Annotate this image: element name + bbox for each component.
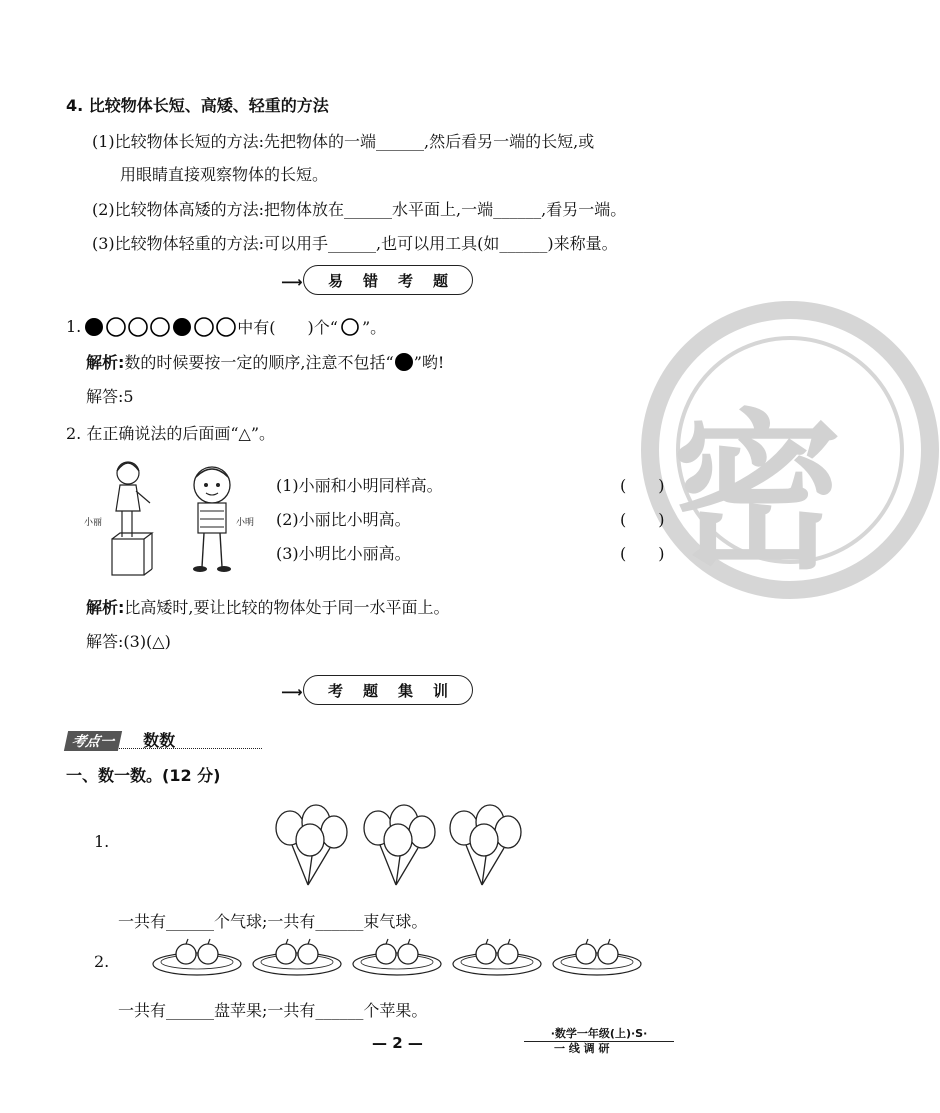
balloon-bunches — [268, 800, 528, 890]
page-number: — 2 — — [372, 1034, 423, 1052]
ex1-num: 1. — [94, 832, 110, 851]
q1-analysis-end: ”哟! — [413, 353, 445, 372]
q2-option-2-paren[interactable]: ( ) — [620, 510, 665, 529]
ex1-text: 一共有______个气球;一共有______束气球。 — [118, 912, 428, 931]
filled-circle-icon — [394, 352, 414, 372]
footer-book-text: ·数学一年级(上)·S· — [550, 1027, 648, 1040]
section4-item1-line1: (1)比较物体长短的方法:先把物体的一端______,然后看另一端的长短,或 — [92, 132, 595, 151]
footer-book — [524, 1022, 674, 1042]
section4-item3: (3)比较物体轻重的方法:可以用手______,也可以用工具(如______)来称量。 — [92, 234, 618, 253]
part1-title: 一、数一数。(12 分) — [66, 766, 221, 785]
banner2-char: 集 — [397, 681, 413, 700]
ex2-num: 2. — [94, 952, 110, 971]
q1-analysis — [86, 350, 444, 373]
q1-analysis-label: 解析: — [86, 353, 125, 372]
q2-analysis — [86, 595, 450, 618]
height-illustration — [84, 455, 264, 580]
section4-item2: (2)比较物体高矮的方法:把物体放在______水平面上,一端______,看另一端。 — [92, 200, 627, 219]
ex2-text: 一共有______盘苹果;一共有______个苹果。 — [118, 1001, 428, 1020]
hollow-circle-icon — [340, 317, 360, 337]
q2-answer: 解答:(3)(△) — [86, 632, 171, 651]
banner-training — [283, 675, 473, 705]
q1-prefix: 1. — [66, 317, 82, 336]
banner2-char: 考 — [327, 681, 343, 700]
q1-suffix-end: ”。 — [361, 318, 387, 337]
kaodian-tag: 考点一 — [64, 731, 122, 751]
banner1-char: 考 — [397, 271, 413, 290]
q2-analysis-text: 比高矮时,要让比较的物体处于同一水平面上。 — [124, 598, 450, 617]
banner1-char: 题 — [432, 271, 448, 290]
q1-answer: 解答:5 — [86, 387, 134, 406]
q1-analysis-text: 数的时候要按一定的顺序,注意不包括“ — [124, 353, 394, 372]
label-xiaoli: 小丽 — [84, 518, 103, 528]
q2-option-3: (3)小明比小丽高。 — [276, 544, 411, 563]
footer-series: 一 线 调 研 — [554, 1042, 610, 1055]
banner-arrow-icon: ⟶ — [281, 683, 303, 701]
banner1-char: 易 — [327, 271, 343, 290]
q2-option-2: (2)小丽比小明高。 — [276, 510, 411, 529]
section4-item1-line2: 用眼睛直接观察物体的长短。 — [120, 165, 329, 184]
banner2-char: 题 — [362, 681, 378, 700]
apple-plates — [152, 934, 652, 978]
banner2-char: 训 — [432, 681, 448, 700]
q2-option-3-paren[interactable]: ( ) — [620, 544, 665, 563]
q1-line — [66, 315, 386, 338]
section4-heading: 4. 比较物体长短、高矮、轻重的方法 — [66, 96, 329, 115]
banner1-char: 错 — [362, 271, 378, 290]
q2-option-1-paren[interactable]: ( ) — [620, 476, 665, 495]
watermark-char: 密 — [672, 395, 843, 593]
kaodian-title: 数数 — [143, 731, 176, 750]
q2-option-1: (1)小丽和小明同样高。 — [276, 476, 443, 495]
watermark-seal — [640, 300, 940, 600]
kaodian-header — [66, 728, 262, 749]
q2-analysis-label: 解析: — [86, 598, 125, 617]
q1-suffix: 中有( )个“ — [237, 318, 338, 337]
label-xiaoming: 小明 — [236, 518, 255, 528]
banner-error-prone — [283, 265, 473, 295]
banner-arrow-icon: ⟶ — [281, 273, 303, 291]
q2-title: 2. 在正确说法的后面画“△”。 — [66, 424, 276, 443]
